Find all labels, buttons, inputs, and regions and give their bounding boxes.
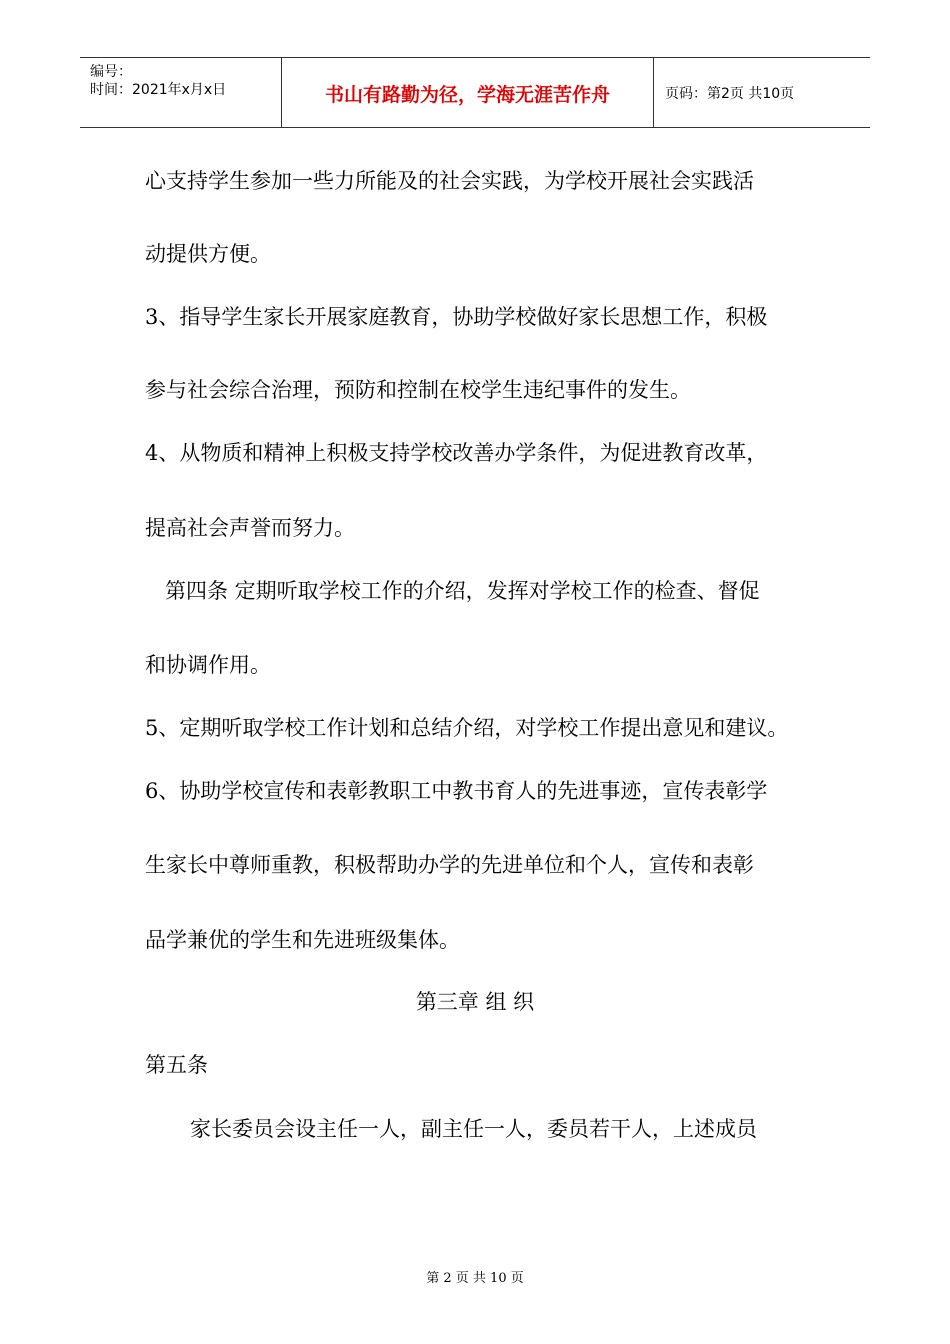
body-line: 3、指导学生家长开展家庭教育，协助学校做好家长思想工作，积极 <box>145 305 768 329</box>
header-page-cell <box>655 58 870 127</box>
document-number-label: 编号： <box>90 64 132 80</box>
page-footer: 第 2 页 共 10 页 <box>426 1271 524 1286</box>
chapter-heading: 第三章 组 织 <box>415 990 535 1014</box>
body-line: 4、从物质和精神上积极支持学校改善办学条件，为促进教育改革， <box>145 441 768 465</box>
body-line: 提高社会声誉而努力。 <box>145 516 355 540</box>
body-line: 品学兼优的学生和先进班级集体。 <box>145 928 460 952</box>
header-motto-cell <box>282 58 654 127</box>
body-line: 心支持学生参加一些力所能及的社会实践，为学校开展社会实践活 <box>145 169 754 193</box>
header-info-cell <box>80 58 282 127</box>
body-line: 5、定期听取学校工作计划和总结介绍，对学校工作提出意见和建议。 <box>145 716 789 740</box>
page-header <box>80 57 870 128</box>
body-line: 6、协助学校宣传和表彰教职工中教书育人的先进事迹，宣传表彰学 <box>145 779 768 803</box>
article-four-line: 第四条 定期听取学校工作的介绍，发挥对学校工作的检查、督促 <box>165 579 760 603</box>
article-five-heading: 第五条 <box>145 1053 208 1077</box>
body-line: 动提供方便。 <box>145 242 271 266</box>
header-motto: 书山有路勤为径，学海无涯苦作舟 <box>324 84 610 106</box>
body-line: 家长委员会设主任一人，副主任一人，委员若干人，上述成员 <box>190 1117 757 1141</box>
body-line: 和协调作用。 <box>145 653 271 677</box>
document-time-label: 时间：2021年x月x日 <box>90 82 227 98</box>
body-line: 参与社会综合治理，预防和控制在校学生违纪事件的发生。 <box>145 378 691 402</box>
header-page-info: 页码：第2页 共10页 <box>665 86 795 102</box>
body-line: 生家长中尊师重教，积极帮助办学的先进单位和个人，宣传和表彰 <box>145 853 754 877</box>
